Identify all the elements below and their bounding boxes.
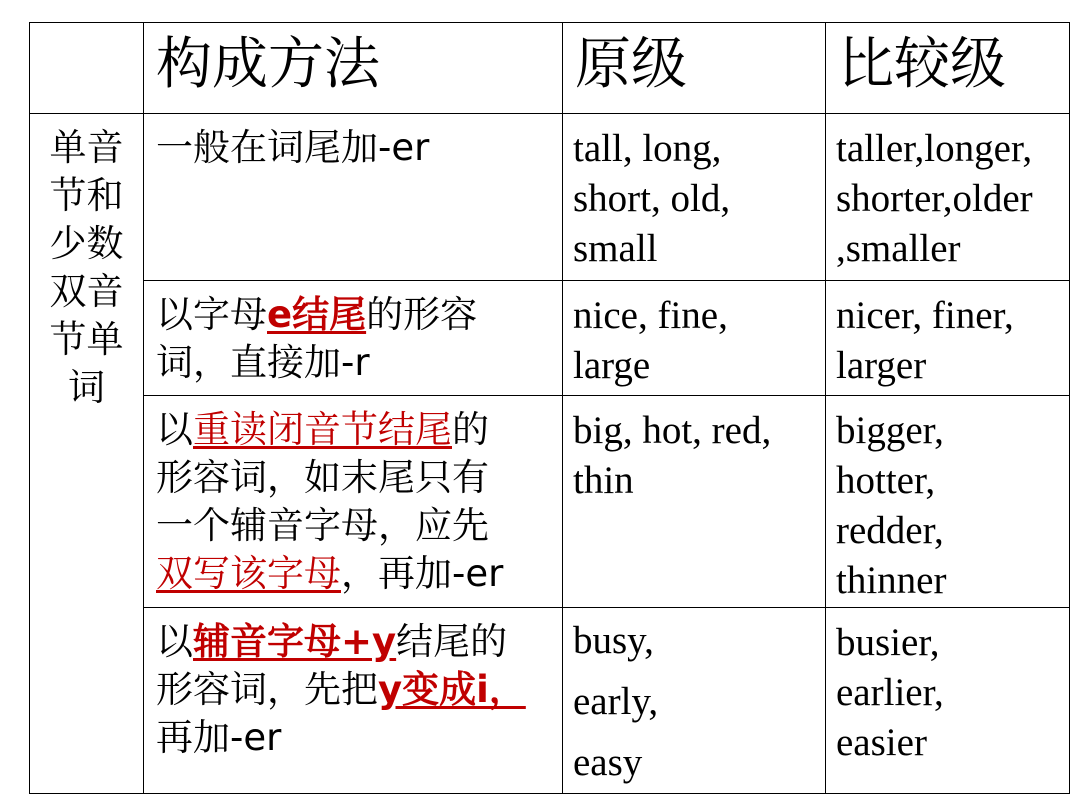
comparative-cell <box>826 396 1070 608</box>
method-line <box>156 502 554 550</box>
positive-line: large <box>573 344 651 387</box>
comparative-cell <box>826 608 1070 794</box>
positive-line: big, hot, red, <box>573 409 772 452</box>
comparative-line: shorter,older <box>836 177 1033 220</box>
method-text: 以 <box>156 620 193 663</box>
highlighted-text: 辅音字母+y <box>193 620 397 663</box>
positive-line: small <box>573 227 658 270</box>
method-text: 一般在词尾加-er <box>156 126 430 169</box>
positive-line: busy, <box>573 619 654 662</box>
comparative-line: thinner <box>836 559 947 602</box>
header-comparative: 比较级 <box>826 23 1070 114</box>
method-text: 再加-er <box>156 716 282 759</box>
comparative-line: larger <box>836 344 927 387</box>
method-text: 的 <box>452 408 489 451</box>
method-text: 形容词，先把 <box>156 668 378 711</box>
positive-line: early, <box>573 680 659 723</box>
positive-cell <box>563 608 826 794</box>
comparative-line: taller,longer, <box>836 127 1033 170</box>
comparative-line: redder, <box>836 509 944 552</box>
method-text: 以字母 <box>156 293 267 336</box>
table-row <box>30 114 1070 281</box>
method-text: 一个辅音字母，应先 <box>156 504 489 547</box>
method-text: 形容词，如末尾只有 <box>156 456 489 499</box>
method-line <box>156 339 554 387</box>
comparative-adjective-table <box>29 22 1070 794</box>
header-row <box>30 23 1070 114</box>
method-line <box>156 291 554 339</box>
comparison-table-wrapper <box>29 22 1069 790</box>
table-row <box>30 608 1070 794</box>
comparative-line: earlier, <box>836 671 944 714</box>
positive-cell <box>563 114 826 281</box>
positive-line: nice, fine, <box>573 294 728 337</box>
method-cell <box>144 114 563 281</box>
comparative-line: hotter, <box>836 459 936 502</box>
highlighted-text: e结尾 <box>267 293 367 336</box>
positive-line: thin <box>573 459 634 502</box>
side-label-line: 节单 <box>49 318 124 361</box>
method-line <box>156 618 554 666</box>
side-label-line: 双音 <box>49 270 124 313</box>
positive-line: tall, long, <box>573 127 722 170</box>
highlighted-text: 重读闭音节结尾 <box>193 408 452 451</box>
method-line <box>156 714 554 762</box>
method-line <box>156 454 554 502</box>
side-label-cell <box>30 114 144 794</box>
method-line <box>156 406 554 454</box>
positive-cell <box>563 281 826 396</box>
method-text: 结尾的 <box>396 620 508 663</box>
comparative-line: bigger, <box>836 409 944 452</box>
positive-line: easy <box>573 741 643 784</box>
side-label-line: 单音 <box>49 126 124 169</box>
method-text: ，再加-er <box>341 552 504 595</box>
header-corner-cell <box>30 23 144 114</box>
table-row <box>30 281 1070 396</box>
comparative-line: easier <box>836 721 927 764</box>
method-text: 以 <box>156 408 193 451</box>
table-row <box>30 396 1070 608</box>
side-label-line: 节和 <box>49 174 124 217</box>
comparative-line: nicer, finer, <box>836 294 1014 337</box>
header-positive: 原级 <box>563 23 826 114</box>
comparative-cell <box>826 114 1070 281</box>
positive-cell <box>563 396 826 608</box>
comparative-line: ,smaller <box>836 227 961 270</box>
highlighted-text: 双写该字母 <box>156 552 341 595</box>
highlighted-text: y变成i， <box>378 668 526 711</box>
comparative-line: busier, <box>836 621 940 664</box>
method-cell <box>144 281 563 396</box>
method-line <box>156 124 554 172</box>
comparative-cell <box>826 281 1070 396</box>
side-label-line: 少数 <box>49 222 124 265</box>
method-text: 的形容 <box>366 293 478 336</box>
method-cell <box>144 396 563 608</box>
header-method: 构成方法 <box>144 23 563 114</box>
method-line <box>156 666 554 714</box>
side-label-line: 词 <box>68 366 105 409</box>
method-line <box>156 550 554 598</box>
positive-line: short, old, <box>573 177 731 220</box>
method-cell <box>144 608 563 794</box>
method-text: 词，直接加-r <box>156 341 370 384</box>
